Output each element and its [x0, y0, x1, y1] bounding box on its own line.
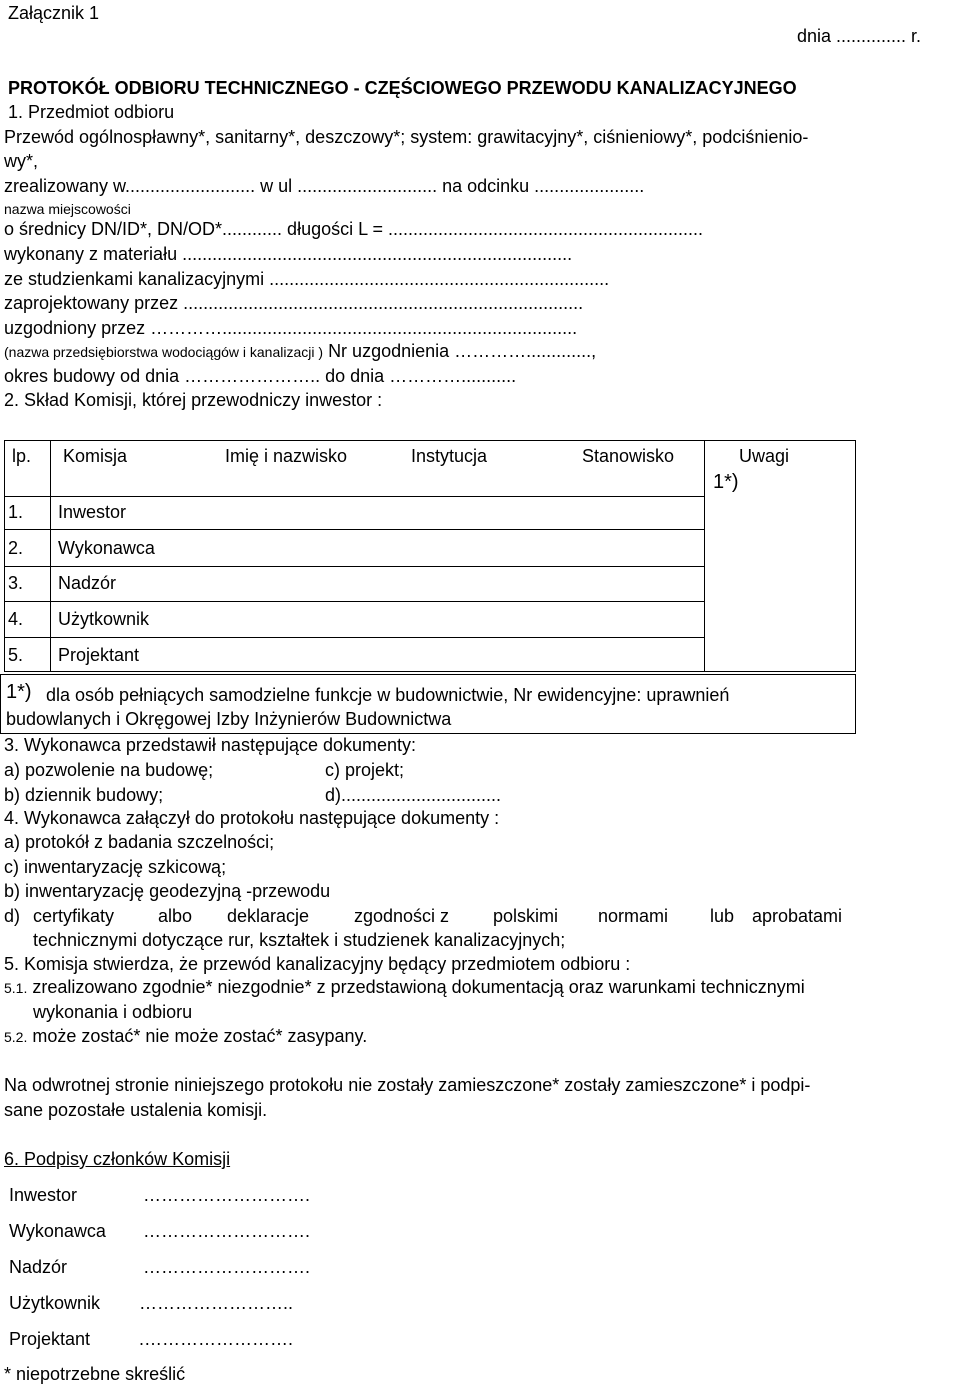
doc-a: a) pozwolenie na budowę;: [4, 760, 214, 780]
header-komisja: Komisja: [63, 446, 128, 466]
header-position: Stanowisko: [582, 446, 675, 466]
header-remarks: Uwagi: [739, 446, 790, 466]
point-5-1-cont: wykonania i odbioru: [33, 1002, 193, 1022]
header-remarks-note: 1*): [713, 471, 739, 493]
diameter-line: o średnicy DN/ID*, DN/OD*............ długości L = ...............................................................: [4, 219, 704, 239]
agreed-by-line: uzgodniony przez ………….......................................................................: [4, 318, 578, 338]
designed-by-line: zaprojektowany przez ................................................................................: [4, 293, 584, 313]
pipe-type-line: Przewód ogólnospławny*, sanitarny*, deszczowy*; system: grawitacyjny*, ciśnieniowy*, podciśnienio-: [4, 127, 809, 147]
row-num: 3.: [8, 573, 24, 593]
word: normami: [598, 906, 669, 926]
section5-heading: 5. Komisja stwierdza, że przewód kanalizacyjny będący przedmiotem odbioru :: [4, 954, 631, 974]
doc-d: d)................................: [325, 785, 502, 805]
row-role: Wykonawca: [58, 538, 155, 558]
section1-heading: 1. Przedmiot odbioru: [8, 102, 175, 122]
signature-line: ……………………..: [139, 1293, 294, 1313]
word: deklaracje: [227, 906, 310, 926]
construction-period-line: okres budowy od dnia ………………….. do dnia …………...........: [4, 366, 517, 386]
point-text: może zostać* nie może zostać* zasypany.: [32, 1026, 368, 1046]
pipe-type-line-cont: wy*,: [4, 151, 39, 171]
point-number: 5.1.: [4, 980, 28, 996]
signature-label: Wykonawca: [9, 1221, 106, 1241]
row-role: Nadzór: [58, 573, 117, 593]
row-role: Inwestor: [58, 502, 127, 522]
signature-line: ……………………….: [143, 1221, 311, 1241]
signature-label: Projektant: [9, 1329, 91, 1349]
material-line: wykonany z materiału ..............................................................................: [4, 244, 573, 264]
location-line: zrealizowany w.......................... w ul ............................ na odcinku ......................: [4, 176, 645, 196]
word: lub: [710, 906, 735, 926]
point-number: 5.2.: [4, 1029, 28, 1045]
attached-doc-d: [4, 906, 856, 928]
point-5-1: [4, 978, 805, 998]
word: zgodności z: [354, 906, 450, 926]
header-name: Imię i nazwisko: [225, 446, 348, 466]
signature-line: ……………………….: [143, 1257, 311, 1277]
attachment-label: Załącznik 1: [8, 3, 100, 23]
section3-heading: 3. Wykonawca przedstawił następujące dokumenty:: [4, 735, 417, 755]
agreement-number: Nr uzgodnienia ………….............,: [328, 341, 597, 361]
row-role: Użytkownik: [58, 609, 150, 629]
date-line: dnia .............. r.: [797, 26, 922, 46]
word: albo: [158, 906, 193, 926]
attached-doc: b) inwentaryzację geodezyjną -przewodu: [4, 881, 331, 901]
doc-c: c) projekt;: [325, 760, 405, 780]
doc-b: b) dziennik budowy;: [4, 785, 164, 805]
row-num: 4.: [8, 609, 24, 629]
signature-label: Nadzór: [9, 1257, 68, 1277]
point-5-2: [4, 1027, 367, 1047]
attached-doc-d-cont: technicznymi dotyczące rur, kształtek i studzienek kanalizacyjnych;: [33, 930, 566, 950]
document-title: PROTOKÓŁ ODBIORU TECHNICZNEGO - CZĘŚCIOWEGO PRZEWODU KANALIZACYJNEGO: [8, 78, 797, 98]
reverse-note-line2: sane pozostałe ustalenia komisji.: [4, 1100, 268, 1120]
table-footnote-box: [0, 674, 856, 734]
header-lp: lp.: [12, 446, 32, 466]
table-footnote-line1: dla osób pełniących samodzielne funkcje w budownictwie, Nr ewidencyjne: uprawnień: [46, 685, 730, 705]
row-num: 1.: [8, 502, 24, 522]
table-footnote-line2: budowlanych i Okręgowej Izby Inżynierów Budownictwa: [6, 709, 452, 729]
agreement-line: [4, 342, 596, 362]
signature-label: Inwestor: [9, 1185, 78, 1205]
commission-table: [4, 440, 856, 672]
row-num: 5.: [8, 645, 24, 665]
section2-heading: 2. Skład Komisji, której przewodniczy inwestor :: [4, 390, 383, 410]
table-footnote-mark: 1*): [6, 681, 32, 703]
word: d): [4, 906, 21, 926]
word: aprobatami: [752, 906, 843, 926]
signatures-heading: 6. Podpisy członków Komisji: [4, 1149, 231, 1169]
place-hint: nazwa miejscowości: [4, 201, 131, 217]
attached-doc: a) protokół z badania szczelności;: [4, 832, 275, 852]
word: polskimi: [493, 906, 559, 926]
header-institution: Instytucja: [411, 446, 488, 466]
signature-label: Użytkownik: [9, 1293, 101, 1313]
point-text: zrealizowano zgodnie* niezgodnie* z przedstawioną dokumentacją oraz warunkami technicznymi: [32, 977, 805, 997]
reverse-note-line1: Na odwrotnej stronie niniejszego protokołu nie zostały zamieszczone* zostały zamieszczone* i podpi-: [4, 1075, 811, 1095]
company-hint: (nazwa przedsiębiorstwa wodociągów i kanalizacji ): [4, 344, 324, 360]
signature-line: .…………………….: [139, 1329, 294, 1349]
section4-heading: 4. Wykonawca załączył do protokołu następujące dokumenty :: [4, 808, 500, 828]
footnote: * niepotrzebne skreślić: [4, 1364, 186, 1384]
signature-line: ……………………….: [143, 1185, 311, 1205]
attached-doc: c) inwentaryzację szkicową;: [4, 857, 227, 877]
row-role: Projektant: [58, 645, 140, 665]
row-num: 2.: [8, 538, 24, 558]
manholes-line: ze studzienkami kanalizacyjnymi ....................................................................: [4, 269, 610, 289]
word: certyfikaty: [33, 906, 115, 926]
